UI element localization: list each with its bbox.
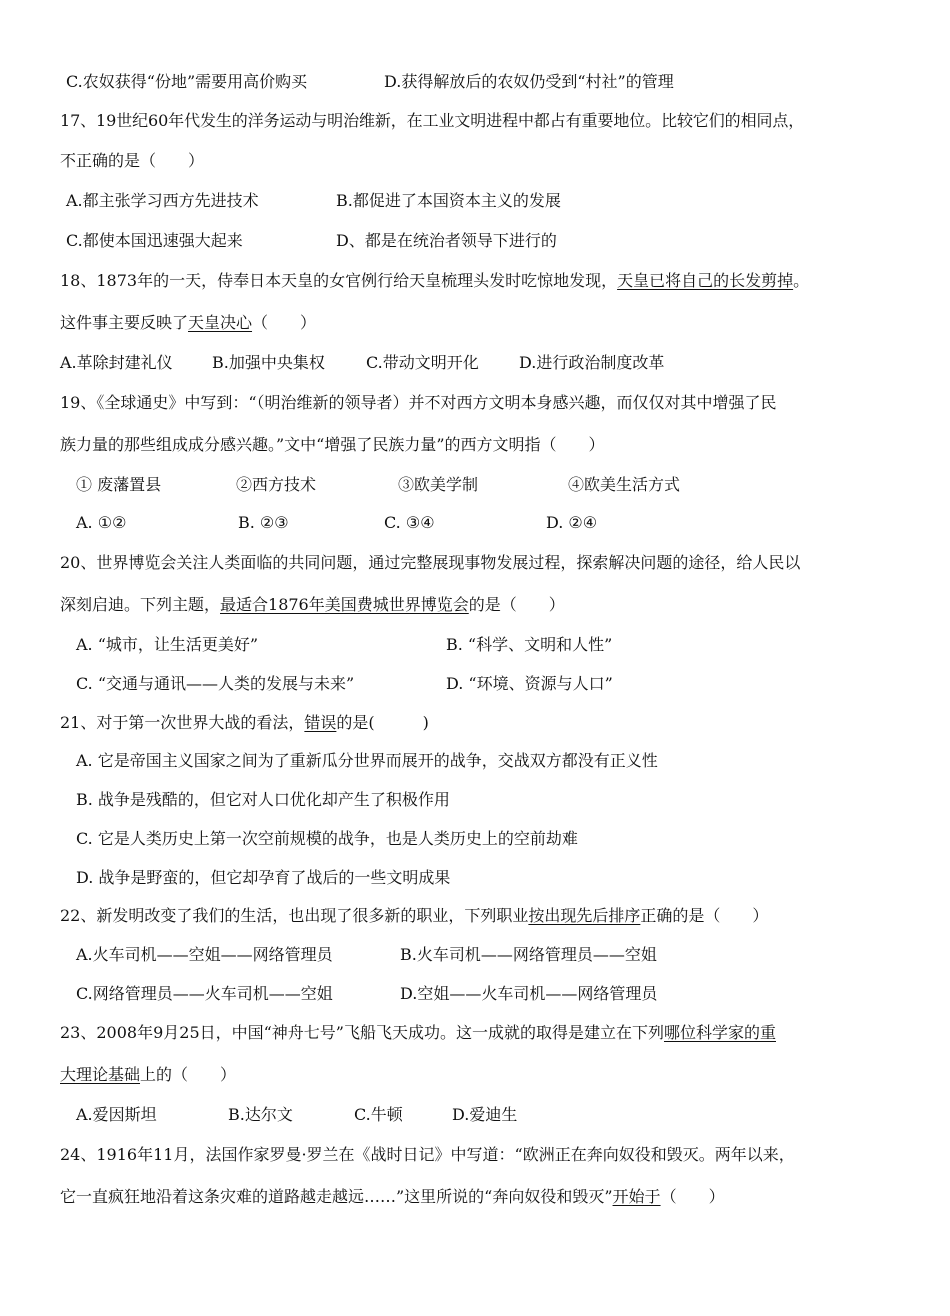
q23-option-a: A.爱因斯坦 [76, 1105, 157, 1124]
q17-option-a: A.都主张学习西方先进技术 [66, 191, 259, 210]
q18-option-c: C.带动文明开化 [366, 353, 479, 372]
q21-underlined-keyword: 错误 [304, 713, 337, 732]
q18-stem-line1-end: 。 [793, 271, 810, 290]
q20-stem-line1: 20、世界博览会关注人类面临的共同问题，通过完整展现事物发展过程，探索解决问题的途径，给人民以 [60, 553, 801, 572]
q22-option-a: A.火车司机——空姐——网络管理员 [76, 945, 333, 964]
q22-option-c: C.网络管理员——火车司机——空姐 [76, 984, 333, 1003]
q23-stem-line1-text: 23、2008年9月25日，中国“神舟七号”飞船飞天成功。这一成就的取得是建立在下列 [60, 1023, 664, 1042]
q18-stem-line2 [60, 313, 316, 333]
q19-stem-line2: 族力量的那些组成成分感兴趣。”文中“增强了民族力量”的西方文明指（ ） [60, 435, 605, 454]
q21-option-d: D. 战争是野蛮的，但它却孕育了战后的一些文明成果 [76, 868, 451, 887]
q20-underlined-phrase: 最适合1876年美国费城世界博览会 [220, 595, 469, 614]
q18-stem-line2-text: 这件事主要反映了 [60, 313, 189, 332]
q24-stem-line2-text: 它一直疯狂地沿着这条灾难的道路越走越远……”这里所说的“奔向奴役和毁灭” [60, 1187, 613, 1206]
q19-item-1: ① 废藩置县 [76, 475, 162, 494]
q22-underlined-phrase: 按出现先后排序 [528, 906, 641, 925]
q22-stem-end: 正确的是（ ） [640, 906, 769, 925]
q23-stem-line2 [60, 1065, 236, 1085]
q19-stem-line1: 19、《全球通史》中写到：“（明治维新的领导者）并不对西方文明本身感兴趣，而仅仅对其中增强了民 [60, 393, 777, 412]
q21-stem-text: 21、对于第一次世界大战的看法， [60, 713, 305, 732]
q24-stem-line2 [60, 1187, 725, 1207]
q21-stem-end: 的是( ) [336, 713, 429, 732]
q18-underlined-keyword: 天皇决心 [188, 313, 253, 332]
q17-option-d: D、都是在统治者领导下进行的 [336, 231, 557, 250]
q19-item-3: ③欧美学制 [398, 475, 479, 494]
q17-stem-line2: 不正确的是（ ） [60, 151, 205, 170]
q20-option-a: A. “城市，让生活更美好” [76, 635, 259, 654]
q20-stem-line2 [60, 595, 565, 615]
q18-underlined-phrase: 天皇已将自己的长发剪掉 [617, 271, 794, 290]
q24-stem-line2-end: （ ） [660, 1187, 725, 1206]
q20-stem-line2-end: 的是（ ） [468, 595, 565, 614]
q21-stem [60, 713, 429, 733]
q18-option-d: D.进行政治制度改革 [519, 353, 665, 372]
q19-option-b: B. ②③ [238, 513, 289, 532]
q18-stem-line1-text: 18、1873年的一天，侍奉日本天皇的女官例行给天皇梳理头发时吃惊地发现， [60, 271, 618, 290]
q19-option-a: A. ①② [76, 513, 127, 532]
q19-item-4: ④欧美生活方式 [568, 475, 681, 494]
q21-option-b: B. 战争是残酷的，但它对人口优化却产生了积极作用 [76, 790, 450, 809]
q21-option-a: A. 它是帝国主义国家之间为了重新瓜分世界而展开的战争，交战双方都没有正义性 [76, 751, 658, 770]
q23-option-c: C.牛顿 [354, 1105, 403, 1124]
q23-underlined-phrase-part2: 大理论基础 [60, 1065, 141, 1084]
q17-stem-line1: 17、19世纪60年代发生的洋务运动与明治维新，在工业文明进程中都占有重要地位。比较它们的相同点， [60, 111, 805, 130]
q16-option-c: C.农奴获得“份地”需要用高价购买 [66, 72, 308, 91]
q17-option-b: B.都促进了本国资本主义的发展 [336, 191, 561, 210]
q23-stem-line2-end: 上的（ ） [140, 1065, 237, 1084]
q24-underlined-keyword: 开始于 [612, 1187, 661, 1206]
q23-option-d: D.爱迪生 [452, 1105, 518, 1124]
q18-stem-line2-end: （ ） [252, 313, 317, 332]
q20-option-b: B. “科学、文明和人性” [446, 635, 613, 654]
q19-option-d: D. ②④ [546, 513, 598, 532]
q20-stem-line2-text: 深刻启迪。下列主题， [60, 595, 221, 614]
q22-option-b: B.火车司机——网络管理员——空姐 [400, 945, 657, 964]
q23-stem-line1 [60, 1023, 776, 1043]
q20-option-c: C. “交通与通讯——人类的发展与未来” [76, 674, 355, 693]
q22-option-d: D.空姐——火车司机——网络管理员 [400, 984, 658, 1003]
q23-underlined-phrase-part1: 哪位科学家的重 [663, 1023, 776, 1042]
q21-option-c: C. 它是人类历史上第一次空前规模的战争，也是人类历史上的空前劫难 [76, 829, 578, 848]
q18-option-a: A.革除封建礼仪 [60, 353, 173, 372]
q20-option-d: D. “环境、资源与人口” [446, 674, 613, 693]
q22-stem-text: 22、新发明改变了我们的生活，也出现了很多新的职业，下列职业 [60, 906, 529, 925]
q18-option-b: B.加强中央集权 [212, 353, 325, 372]
q19-item-2: ②西方技术 [236, 475, 317, 494]
q19-option-c: C. ③④ [384, 513, 435, 532]
q18-stem-line1 [60, 271, 809, 291]
q24-stem-line1: 24、1916年11月，法国作家罗曼·罗兰在《战时日记》中写道：“欧洲正在奔向奴役和毁灭。两年以来， [60, 1145, 795, 1164]
q23-option-b: B.达尔文 [228, 1105, 293, 1124]
q16-option-d: D.获得解放后的农奴仍受到“村社”的管理 [384, 72, 674, 91]
q17-option-c: C.都使本国迅速强大起来 [66, 231, 243, 250]
q22-stem [60, 906, 768, 926]
